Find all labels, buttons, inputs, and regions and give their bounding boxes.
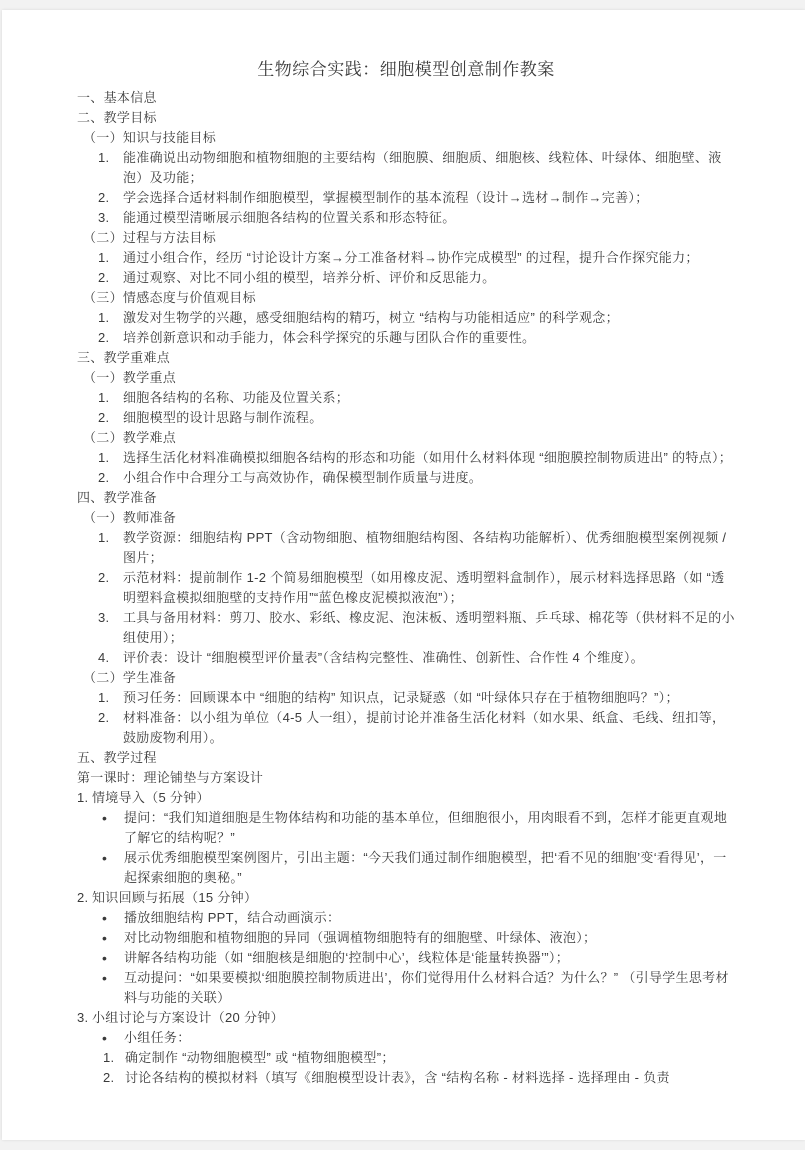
list-number: 1. [98, 150, 110, 165]
subsection-heading [77, 228, 735, 248]
list-number: 1. [98, 530, 110, 545]
paragraph-text: 学会选择合适材料制作细胞模型，掌握模型制作的基本流程（设计→选材→制作→完善）； [123, 190, 649, 205]
paragraph-text: 培养创新意识和动手能力，体会科学探究的乐趣与团队合作的重要性。 [123, 330, 536, 345]
list-number: 3. [98, 610, 110, 625]
section-heading [77, 88, 735, 108]
paragraph-text: 情境导入（5 分钟） [92, 790, 210, 805]
numbered-list-item [77, 788, 735, 808]
bullet-list-item [77, 808, 735, 848]
paragraph-text: 二、教学目标 [77, 110, 157, 125]
paragraph-text: 讲解各结构功能（如 “细胞核是细胞的‘控制中心’，线粒体是‘能量转换器’”）； [124, 950, 570, 965]
list-number: 1. [98, 450, 110, 465]
section-heading [77, 348, 735, 368]
numbered-list-item [77, 468, 735, 488]
list-number: 1. [98, 390, 110, 405]
numbered-list-item [77, 1068, 735, 1088]
paragraph-text: 互动提问：“如果要模拟‘细胞膜控制物质进出’，你们觉得用什么材料合适？为什么？” （引导学生思考材料与功能的关联） [124, 970, 729, 1005]
list-number: 3. [98, 210, 110, 225]
numbered-list-item [77, 308, 735, 328]
paragraph-text: 评价表：设计 “细胞模型评价量表”（含结构完整性、准确性、创新性、合作性 4 个维度）。 [123, 650, 644, 665]
document-body [77, 88, 735, 1088]
numbered-list-item [77, 328, 735, 348]
paragraph-text: 能准确说出动物细胞和植物细胞的主要结构（细胞膜、细胞质、细胞核、线粒体、叶绿体、细胞壁、液泡）及功能； [123, 150, 722, 185]
numbered-list-item [77, 888, 735, 908]
paragraph-text: 激发对生物学的兴趣，感受细胞结构的精巧，树立 “结构与功能相适应” 的科学观念； [123, 310, 619, 325]
paragraph-text: 讨论各结构的模拟材料（填写《细胞模型设计表》，含 “结构名称 - 材料选择 - 选择理由 - 负责 [125, 1070, 670, 1085]
bullet-icon: • [102, 910, 108, 926]
paragraph-text: 知识回顾与拓展（15 分钟） [92, 890, 258, 905]
numbered-list-item [77, 528, 735, 568]
bullet-list-item [77, 968, 735, 1008]
bullet-list-item [77, 848, 735, 888]
paragraph-text: 小组任务： [124, 1030, 191, 1045]
numbered-list-item [77, 648, 735, 668]
document-title: 生物综合实践：细胞模型创意制作教案 [257, 60, 555, 79]
subsection-heading [77, 508, 735, 528]
subsection-heading [77, 368, 735, 388]
paragraph-text: 四、教学准备 [77, 490, 157, 505]
bullet-list-item [77, 908, 735, 928]
paragraph-text: 对比动物细胞和植物细胞的异同（强调植物细胞特有的细胞壁、叶绿体、液泡）； [124, 930, 597, 945]
paragraph-text: 教学资源：细胞结构 PPT（含动物细胞、植物细胞结构图、各结构功能解析）、优秀细胞模型案例视频 / 图片； [123, 530, 727, 565]
list-number: 1. [98, 250, 110, 265]
subsection-heading [77, 128, 735, 148]
paragraph-text: 确定制作 “动物细胞模型” 或 “植物细胞模型”； [125, 1050, 395, 1065]
list-number: 2. [103, 1070, 115, 1085]
document-content [2, 10, 805, 1088]
section-heading [77, 748, 735, 768]
paragraph-text: （一）教师准备 [83, 510, 177, 525]
bullet-icon: • [102, 1030, 108, 1046]
paragraph-text: （一）知识与技能目标 [83, 130, 217, 145]
paragraph-text: 选择生活化材料准确模拟细胞各结构的形态和功能（如用什么材料体现 “细胞膜控制物质进出” 的特点）； [123, 450, 733, 465]
numbered-list-item [77, 1008, 735, 1028]
paragraph-text: 三、教学重难点 [77, 350, 171, 365]
paragraph-text: 提问：“我们知道细胞是生物体结构和功能的基本单位，但细胞很小，用肉眼看不到，怎样才能更直观地了解它的结构呢？” [124, 810, 728, 845]
list-number: 1. [77, 790, 89, 805]
document-page [2, 10, 805, 1140]
bullet-list-item [77, 948, 735, 968]
paragraph-text: 小组合作中合理分工与高效协作，确保模型制作质量与进度。 [123, 470, 483, 485]
paragraph-text: （一）教学重点 [83, 370, 177, 385]
subsection-heading [77, 288, 735, 308]
list-number: 4. [98, 650, 110, 665]
numbered-list-item [77, 208, 735, 228]
paragraph-text: 细胞模型的设计思路与制作流程。 [123, 410, 323, 425]
paragraph-text: 小组讨论与方案设计（20 分钟） [92, 1010, 284, 1025]
numbered-list-item [77, 708, 735, 748]
list-number: 2. [98, 470, 110, 485]
bullet-icon: • [102, 930, 108, 946]
numbered-list-item [77, 268, 735, 288]
paragraph-text: 示范材料：提前制作 1-2 个简易细胞模型（如用橡皮泥、透明塑料盒制作），展示材料选择思路（如 “透明塑料盒模拟细胞壁的支持作用”“蓝色橡皮泥模拟液泡”）； [123, 570, 725, 605]
section-heading [77, 488, 735, 508]
paragraph-text: 播放细胞结构 PPT，结合动画演示： [124, 910, 341, 925]
paragraph-text: （二）学生准备 [83, 670, 177, 685]
numbered-list-item [77, 448, 735, 468]
paragraph-text: （二）教学难点 [83, 430, 177, 445]
paragraph-text: 第一课时：理论铺垫与方案设计 [77, 770, 264, 785]
list-number: 2. [98, 570, 110, 585]
paragraph-text: （二）过程与方法目标 [83, 230, 217, 245]
list-number: 2. [98, 190, 110, 205]
paragraph-text: 通过观察、对比不同小组的模型，培养分析、评价和反思能力。 [123, 270, 496, 285]
numbered-list-item [77, 148, 735, 188]
list-number: 1. [98, 690, 110, 705]
paragraph [77, 768, 735, 788]
paragraph-text: 展示优秀细胞模型案例图片，引出主题：“今天我们通过制作细胞模型，把‘看不见的细胞’变‘看得见’，一起探索细胞的奥秘。” [124, 850, 727, 885]
numbered-list-item [77, 1048, 735, 1068]
paragraph-text: 一、基本信息 [77, 90, 157, 105]
list-number: 2. [98, 710, 110, 725]
section-heading [77, 108, 735, 128]
list-number: 2. [77, 890, 89, 905]
subsection-heading [77, 428, 735, 448]
paragraph-text: 细胞各结构的名称、功能及位置关系； [123, 390, 350, 405]
bullet-icon: • [102, 850, 108, 866]
paragraph-text: 通过小组合作，经历 “讨论设计方案→分工准备材料→协作完成模型” 的过程，提升合作探究能力； [123, 250, 699, 265]
numbered-list-item [77, 388, 735, 408]
list-number: 1. [103, 1050, 115, 1065]
list-number: 2. [98, 410, 110, 425]
paragraph-text: 材料准备：以小组为单位（4-5 人一组），提前讨论并准备生活化材料（如水果、纸盒、毛线、纽扣等，鼓励废物利用）。 [123, 710, 726, 745]
paragraph-text: （三）情感态度与价值观目标 [83, 290, 256, 305]
numbered-list-item [77, 408, 735, 428]
bullet-list-item [77, 1028, 735, 1048]
paragraph-text: 能通过模型清晰展示细胞各结构的位置关系和形态特征。 [123, 210, 456, 225]
numbered-list-item [77, 248, 735, 268]
numbered-list-item [77, 568, 735, 608]
numbered-list-item [77, 608, 735, 648]
bullet-list-item [77, 928, 735, 948]
list-number: 2. [98, 270, 110, 285]
bullet-icon: • [102, 950, 108, 966]
paragraph-text: 预习任务：回顾课本中 “细胞的结构” 知识点，记录疑惑（如 “叶绿体只存在于植物细胞吗？”）； [123, 690, 679, 705]
list-number: 2. [98, 330, 110, 345]
bullet-icon: • [102, 810, 108, 826]
list-number: 1. [98, 310, 110, 325]
numbered-list-item [77, 188, 735, 208]
bullet-icon: • [102, 970, 108, 986]
numbered-list-item [77, 688, 735, 708]
subsection-heading [77, 668, 735, 688]
list-number: 3. [77, 1010, 89, 1025]
paragraph-text: 工具与备用材料：剪刀、胶水、彩纸、橡皮泥、泡沫板、透明塑料瓶、乒乓球、棉花等（供材料不足的小组使用）； [123, 610, 735, 645]
paragraph-text: 五、教学过程 [77, 750, 157, 765]
